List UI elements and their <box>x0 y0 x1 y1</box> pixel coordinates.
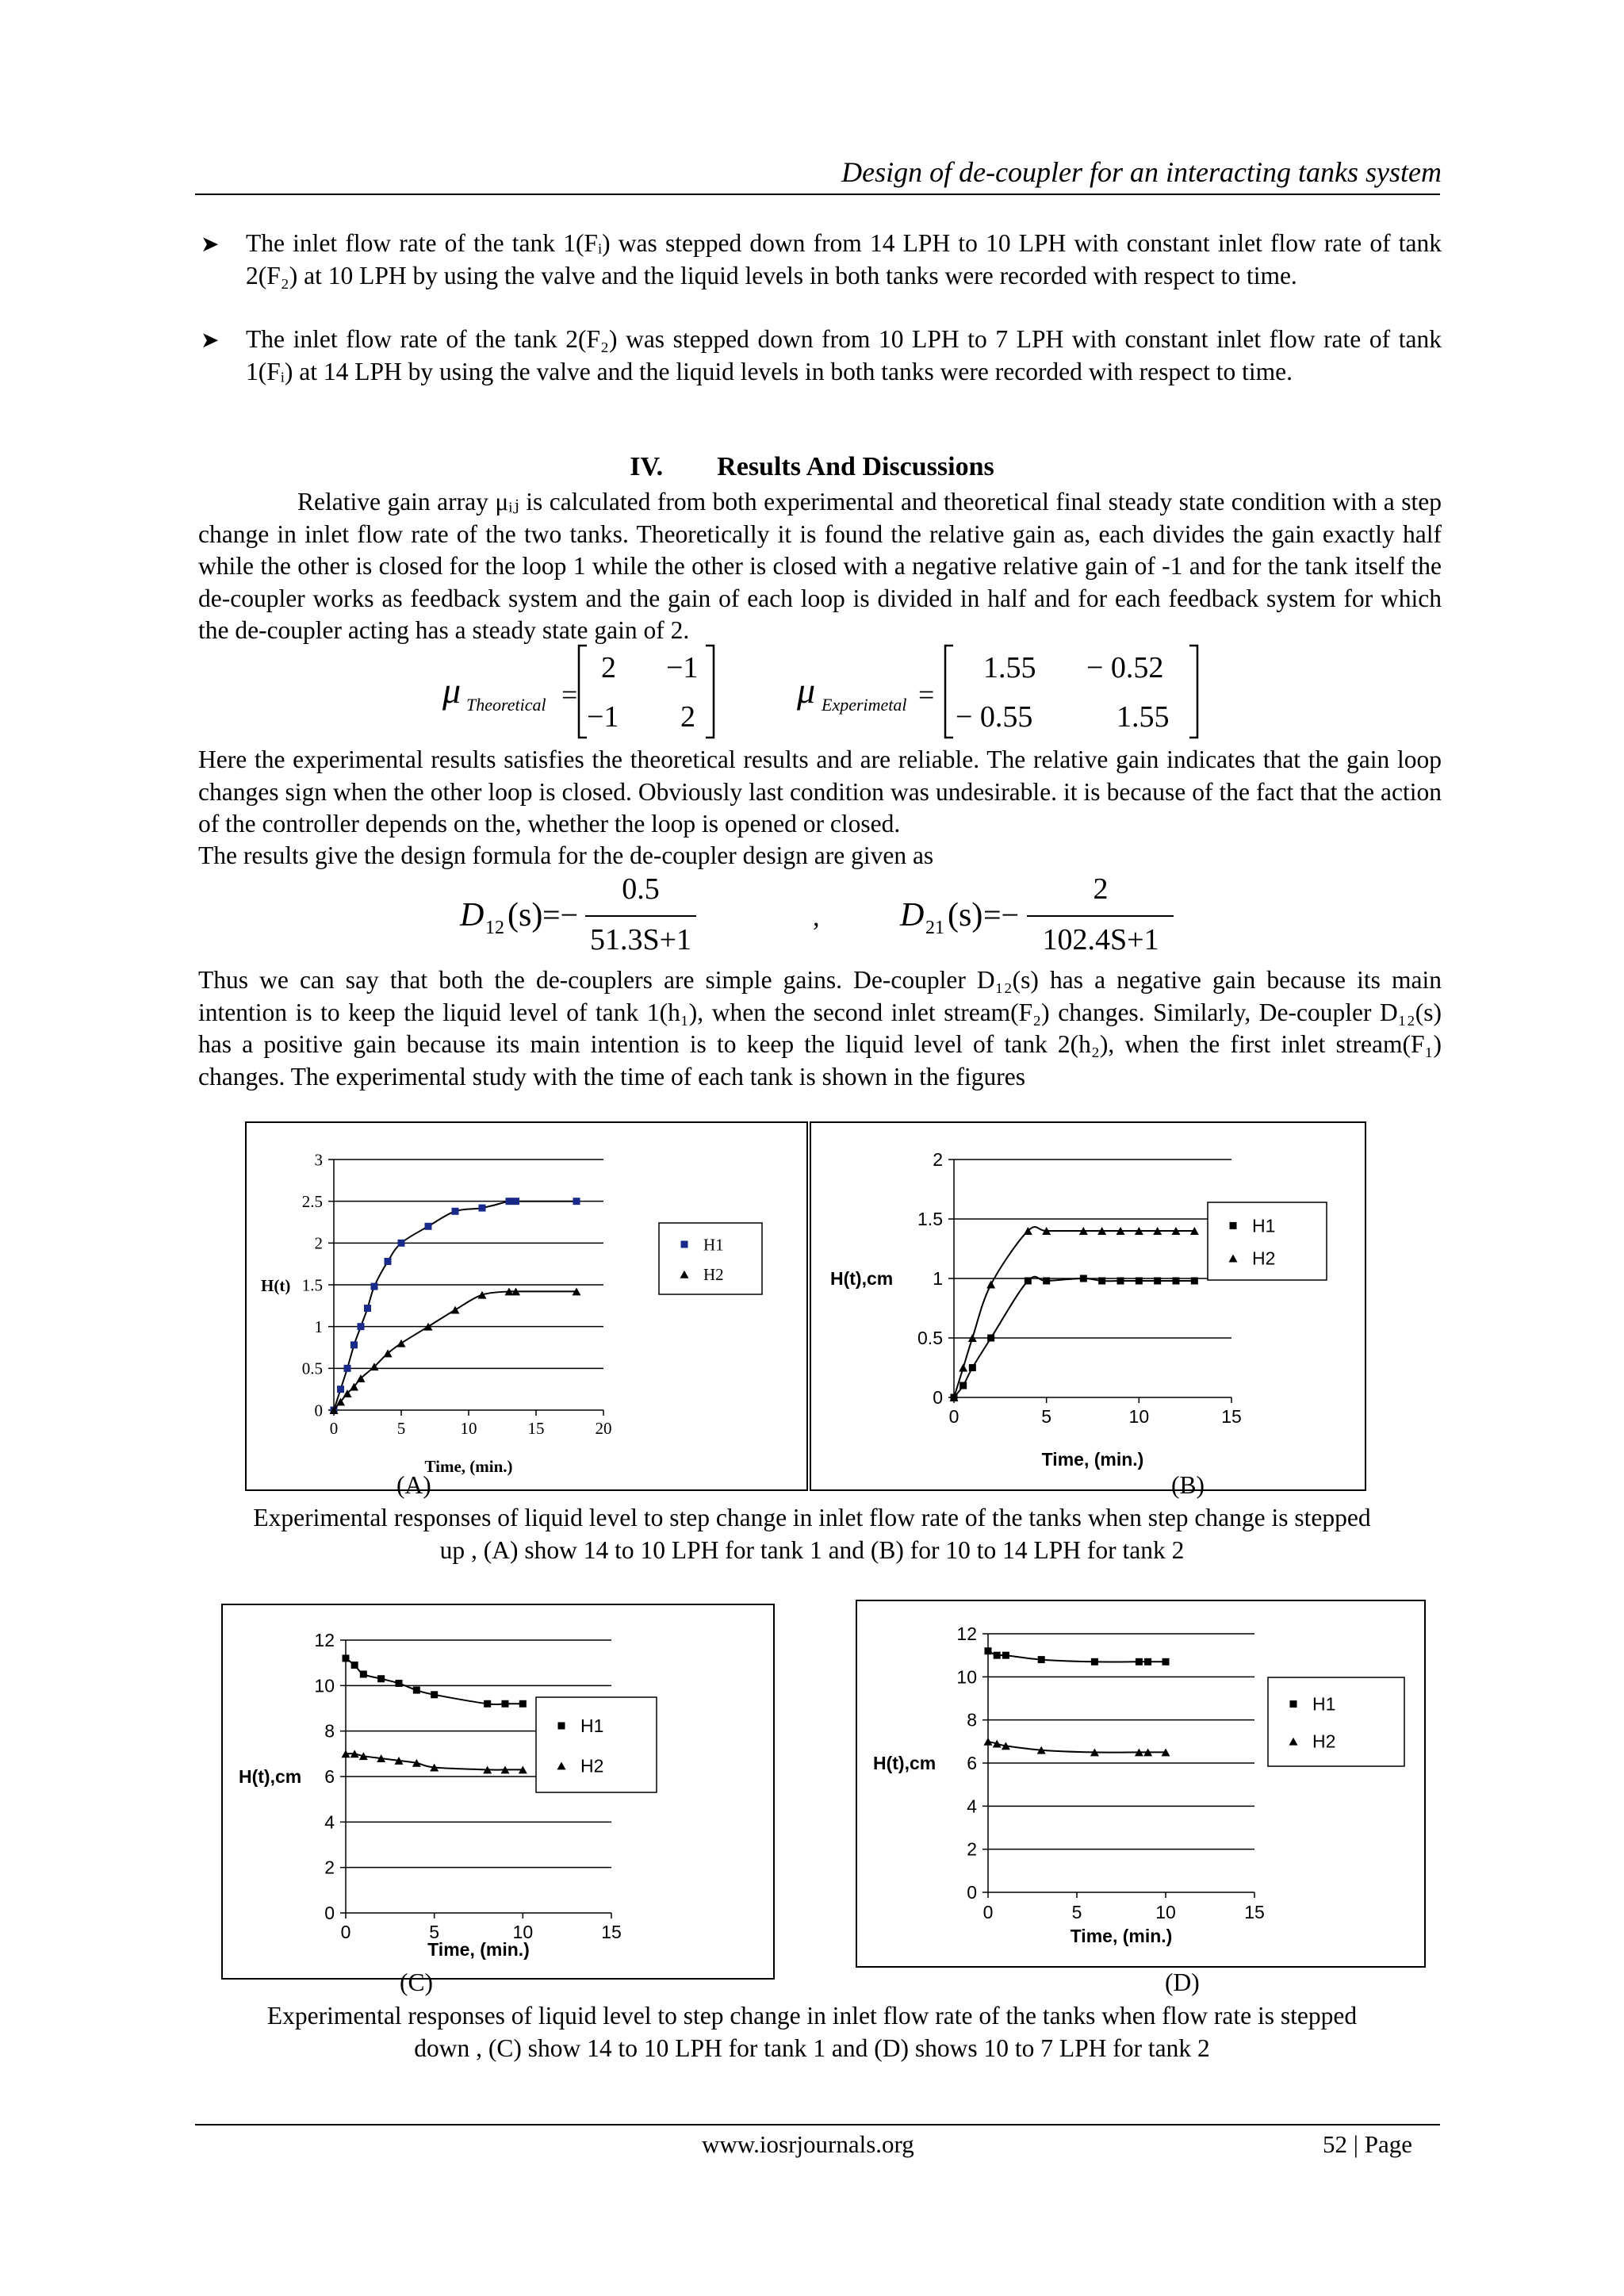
bullet-item-2: The inlet flow rate of the tank 2(F₂) was stepped down from 10 LPH to 7 LPH with constant inlet flow rate of tank 1(Fᵢ) at 14 LPH by using the valve and the liquid levels in both tanks were recorded with respect to time. <box>246 325 1442 385</box>
x-axis-label: Time, (min.) <box>427 1939 530 1960</box>
legend-label: H2 <box>580 1755 604 1777</box>
caption-line: Experimental responses of liquid level to step change in inlet flow rate of the tanks when step change is stepped <box>253 1504 1371 1531</box>
x-tick-label: 15 <box>601 1922 622 1942</box>
formula-symbol: D <box>460 897 485 933</box>
bracket-left <box>945 646 953 738</box>
data-point-square <box>1173 1278 1180 1285</box>
data-point-square <box>573 1198 580 1205</box>
running-title: Design of de-coupler for an interacting tanks system <box>841 156 1442 188</box>
y-tick-label: 6 <box>967 1753 977 1774</box>
matrix-cell: − 0.55 <box>956 700 1033 734</box>
data-point-square <box>479 1205 486 1212</box>
data-point-square <box>351 1662 358 1669</box>
caption-line: down , (C) show 14 to 10 LPH for tank 1 and (D) shows 10 to 7 LPH for tank 2 <box>414 2034 1210 2062</box>
y-tick-label: 1.5 <box>301 1275 323 1295</box>
data-point-square <box>371 1283 378 1290</box>
caption-line: up , (A) show 14 to 10 LPH for tank 1 and (B) for 10 to 14 LPH for tank 2 <box>439 1536 1185 1564</box>
legend <box>1268 1677 1404 1766</box>
data-point-square <box>1002 1652 1009 1659</box>
y-axis-label: H(t),cm <box>239 1766 302 1787</box>
data-point-triangle <box>986 1281 995 1289</box>
figure-label-b: (B) <box>1171 1471 1205 1499</box>
data-point-square <box>1038 1656 1045 1663</box>
data-point-square <box>681 1241 688 1248</box>
x-axis-label: Time, (min.) <box>1070 1926 1173 1946</box>
legend-label: H1 <box>580 1715 604 1737</box>
data-point-square <box>994 1652 1001 1659</box>
matrix-cell: −1 <box>587 700 619 734</box>
figure-caption-bottom <box>182 1999 1442 2064</box>
series-h2 <box>342 1750 527 1773</box>
data-point-square <box>337 1386 344 1393</box>
mu-symbol: μ <box>797 670 816 711</box>
matrix-cell: 2 <box>680 700 695 734</box>
y-tick-label: 0.5 <box>301 1359 323 1378</box>
legend-label: H2 <box>1312 1731 1336 1752</box>
y-tick-label: 12 <box>314 1630 335 1651</box>
matrix-cell: −1 <box>666 651 699 684</box>
matrix-experimental <box>796 646 1197 738</box>
x-tick-label: 5 <box>1071 1902 1082 1922</box>
y-tick-label: 6 <box>324 1766 335 1788</box>
formula-d12 <box>459 872 696 956</box>
fraction-numerator: 0.5 <box>622 872 660 906</box>
x-tick-label: 0 <box>982 1902 994 1922</box>
y-tick-label: 2 <box>967 1838 977 1860</box>
data-point-triangle <box>478 1291 487 1299</box>
mu-subscript: Experimetal <box>822 695 907 715</box>
formula-subscript: 12 <box>485 918 504 938</box>
y-tick-label: 0 <box>967 1882 977 1903</box>
series-h1 <box>343 1654 527 1707</box>
legend <box>659 1223 762 1294</box>
y-tick-label: 1 <box>314 1317 323 1337</box>
data-point-square <box>959 1382 967 1389</box>
paragraph-decouplers: Thus we can say that both the de-couplers are simple gains. De-coupler D₁₂(s) has a negative gain because its main intention is to keep the liquid level of tank 1(h₁), when the second inlet stream(F₂) changes. Similarly, De-coupler D₁₂(s) has a positive gain because its main intention is to keep the liquid level of tank 2(h₂), when the first inlet stream(F₁) changes. The experimental study with the time of each tank is shown in the figures <box>198 966 1442 1091</box>
y-tick-label: 2 <box>933 1149 943 1171</box>
header-rule <box>195 194 1440 195</box>
data-point-square <box>558 1723 565 1730</box>
legend-label: H1 <box>1252 1215 1276 1236</box>
data-point-square <box>1136 1278 1143 1285</box>
y-tick-label: 3 <box>314 1150 323 1170</box>
fraction-denominator: 51.3S+1 <box>589 923 692 956</box>
data-point-square <box>350 1341 358 1348</box>
paragraph-rga: Relative gain array μᵢⱼ is calculated from both experimental and theoretical final steady state condition with a step change in inlet flow rate of the two tanks. Theoretically it is found the relative gain as, each divides the gain exactly half while the other is closed for the loop 1 while the other is closed with a negative relative gain of -1 and for the tank itself the de-coupler works as feedback system and the gain of each loop is divided in half and for each feedback system for which the de-coupler acting has a steady state gain of 2. <box>198 488 1442 644</box>
matrix-theoretical <box>442 646 714 738</box>
x-tick-label: 10 <box>460 1419 477 1438</box>
x-tick-label: 0 <box>340 1922 351 1942</box>
data-point-square <box>385 1258 392 1265</box>
y-tick-label: 4 <box>324 1811 335 1833</box>
section-heading <box>0 452 1624 482</box>
data-point-square <box>1043 1278 1050 1285</box>
bullet-arrow-icon: ➤ <box>201 327 220 353</box>
formula-arg: (s) <box>948 897 983 933</box>
section-number: IV. <box>630 452 664 481</box>
x-tick-label: 15 <box>1244 1902 1265 1922</box>
y-tick-label: 10 <box>314 1675 335 1696</box>
data-point-square <box>360 1671 367 1678</box>
data-point-square <box>452 1208 459 1215</box>
mu-symbol: μ <box>442 670 462 711</box>
footer-rule <box>195 2124 1440 2125</box>
y-tick-label: 4 <box>967 1796 977 1817</box>
matrix-cell: 1.55 <box>1116 700 1170 734</box>
legend <box>1208 1202 1327 1280</box>
x-tick-label: 5 <box>429 1922 440 1942</box>
legend <box>536 1697 657 1792</box>
matrix-cell: − 0.52 <box>1086 651 1164 684</box>
plot-area <box>873 1623 1404 1946</box>
data-point-square <box>1154 1278 1161 1285</box>
data-point-square <box>344 1365 351 1372</box>
x-axis-label: Time, (min.) <box>424 1457 513 1476</box>
data-point-square <box>519 1700 527 1708</box>
x-tick-label: 5 <box>1041 1406 1052 1427</box>
legend-label: H2 <box>1252 1248 1276 1269</box>
paragraph-results: Here the experimental results satisfies the theoretical results and are reliable. The relative gain indicates that the gain loop changes sign when the other loop is closed. Obviously last condition was undesirable. it is because of the fact that the action of the controller depends on the, whether the loop is opened or closed. <box>198 746 1442 838</box>
data-point-square <box>1091 1658 1098 1665</box>
x-tick-label: 15 <box>1221 1406 1242 1427</box>
x-tick-label: 0 <box>329 1419 339 1438</box>
data-point-square <box>431 1691 438 1698</box>
y-axis-label: H(t) <box>261 1276 291 1295</box>
data-point-square <box>364 1305 371 1312</box>
y-tick-label: 0 <box>324 1903 335 1924</box>
series-h1 <box>331 1198 580 1413</box>
legend-label: H1 <box>703 1235 724 1255</box>
x-tick-label: 15 <box>527 1419 545 1438</box>
y-axis-label: H(t),cm <box>873 1753 936 1773</box>
equals-sign: = <box>561 679 578 711</box>
x-tick-label: 10 <box>512 1922 534 1942</box>
data-point-square <box>1144 1658 1151 1665</box>
data-point-square <box>1162 1658 1170 1665</box>
y-tick-label: 2.5 <box>301 1192 323 1212</box>
paragraph-design-intro: The results give the design formula for the de-coupler design are given as <box>198 841 934 869</box>
y-axis-label: H(t),cm <box>830 1268 894 1289</box>
data-point-square <box>358 1323 365 1330</box>
legend-box <box>536 1697 657 1792</box>
chart-a <box>247 1123 806 1489</box>
data-point-square <box>377 1675 385 1682</box>
chart-b <box>811 1123 1365 1489</box>
series-h2 <box>984 1738 1170 1756</box>
data-point-square <box>512 1198 519 1205</box>
plot-area <box>830 1149 1327 1470</box>
legend-box <box>1268 1677 1404 1766</box>
data-point-square <box>1098 1278 1105 1285</box>
chart-d <box>857 1601 1424 1966</box>
formula-eq: =− <box>983 897 1020 933</box>
legend-label: H2 <box>703 1265 724 1285</box>
y-tick-label: 2 <box>324 1857 335 1878</box>
figure-caption-top <box>182 1501 1442 1566</box>
bracket-left <box>579 646 587 738</box>
data-point-square <box>1080 1275 1087 1282</box>
data-point-square <box>985 1647 992 1654</box>
x-tick-label: 10 <box>1155 1902 1176 1922</box>
caption-line: Experimental responses of liquid level to step change in inlet flow rate of the tanks when flow rate is stepped <box>266 2002 1358 2030</box>
plot-area <box>261 1150 762 1476</box>
data-point-square <box>425 1223 432 1230</box>
y-tick-label: 1 <box>933 1268 943 1290</box>
data-point-triangle <box>959 1364 967 1372</box>
y-tick-label: 2 <box>314 1233 323 1253</box>
formula-eq: =− <box>542 897 579 933</box>
data-point-square <box>1191 1278 1198 1285</box>
data-point-square <box>969 1364 976 1371</box>
x-tick-label: 10 <box>1128 1406 1150 1427</box>
formula-separator: , <box>813 903 820 932</box>
matrix-cell: 2 <box>601 651 616 684</box>
bullet-arrow-icon: ➤ <box>201 231 220 257</box>
mu-subscript: Theoretical <box>466 695 546 715</box>
formula-symbol: D <box>900 897 925 933</box>
figure-label-d: (D) <box>1165 1968 1200 1996</box>
x-tick-label: 0 <box>948 1406 959 1427</box>
matrix-cell: 1.55 <box>983 651 1036 684</box>
trend-line <box>954 1227 1194 1397</box>
chart-c-frame <box>221 1604 775 1980</box>
data-point-square <box>396 1680 403 1687</box>
fraction-numerator: 2 <box>1093 872 1109 906</box>
bracket-right <box>706 646 714 738</box>
x-axis-label: Time, (min.) <box>1041 1449 1144 1470</box>
data-point-square <box>398 1240 405 1247</box>
data-point-square <box>1025 1278 1032 1285</box>
y-tick-label: 0.5 <box>917 1328 943 1349</box>
y-tick-label: 0 <box>933 1387 943 1409</box>
decoupler-formulas <box>444 868 1237 962</box>
rga-matrices <box>428 641 1237 742</box>
y-tick-label: 0 <box>314 1401 323 1420</box>
data-point-square <box>506 1198 513 1205</box>
data-point-square <box>502 1700 509 1708</box>
series-h2 <box>950 1227 1199 1401</box>
legend-label: H1 <box>1312 1693 1336 1715</box>
y-tick-label: 8 <box>324 1720 335 1742</box>
formula-arg: (s) <box>508 897 543 933</box>
formula-subscript: 21 <box>925 918 944 938</box>
data-point-square <box>1117 1278 1124 1285</box>
data-point-square <box>1136 1658 1143 1665</box>
section-title: Results And Discussions <box>717 452 994 481</box>
equals-sign: = <box>918 679 935 711</box>
series-h1 <box>985 1647 1170 1665</box>
chart-d-frame <box>856 1600 1426 1968</box>
chart-a-frame <box>245 1121 808 1491</box>
figure-label-a: (A) <box>396 1471 431 1499</box>
y-tick-label: 8 <box>967 1709 977 1731</box>
formula-d21 <box>899 872 1174 956</box>
data-point-square <box>484 1700 491 1708</box>
data-point-square <box>413 1687 420 1694</box>
data-point-square <box>987 1335 994 1342</box>
plot-area <box>239 1630 657 1960</box>
data-point-square <box>1290 1700 1297 1708</box>
x-tick-label: 5 <box>396 1419 406 1438</box>
x-tick-label: 20 <box>595 1419 612 1438</box>
y-tick-label: 12 <box>956 1623 977 1645</box>
footer-page-number: 52 | Page <box>1323 2130 1412 2158</box>
data-point-square <box>1230 1222 1237 1229</box>
footer-website: www.iosrjournals.org <box>702 2130 914 2158</box>
chart-b-frame <box>810 1121 1366 1491</box>
data-point-square <box>343 1654 350 1662</box>
y-tick-label: 10 <box>956 1666 977 1688</box>
bullet-item-1: The inlet flow rate of the tank 1(Fᵢ) was stepped down from 14 LPH to 10 LPH with constant inlet flow rate of tank 2(F₂) at 10 LPH by using the valve and the liquid levels in both tanks were recorded with respect to time. <box>246 229 1442 289</box>
figure-label-c: (C) <box>400 1968 433 1996</box>
chart-c <box>223 1605 773 1978</box>
bracket-right <box>1189 646 1197 738</box>
fraction-denominator: 102.4S+1 <box>1042 923 1159 956</box>
y-tick-label: 1.5 <box>917 1209 943 1230</box>
